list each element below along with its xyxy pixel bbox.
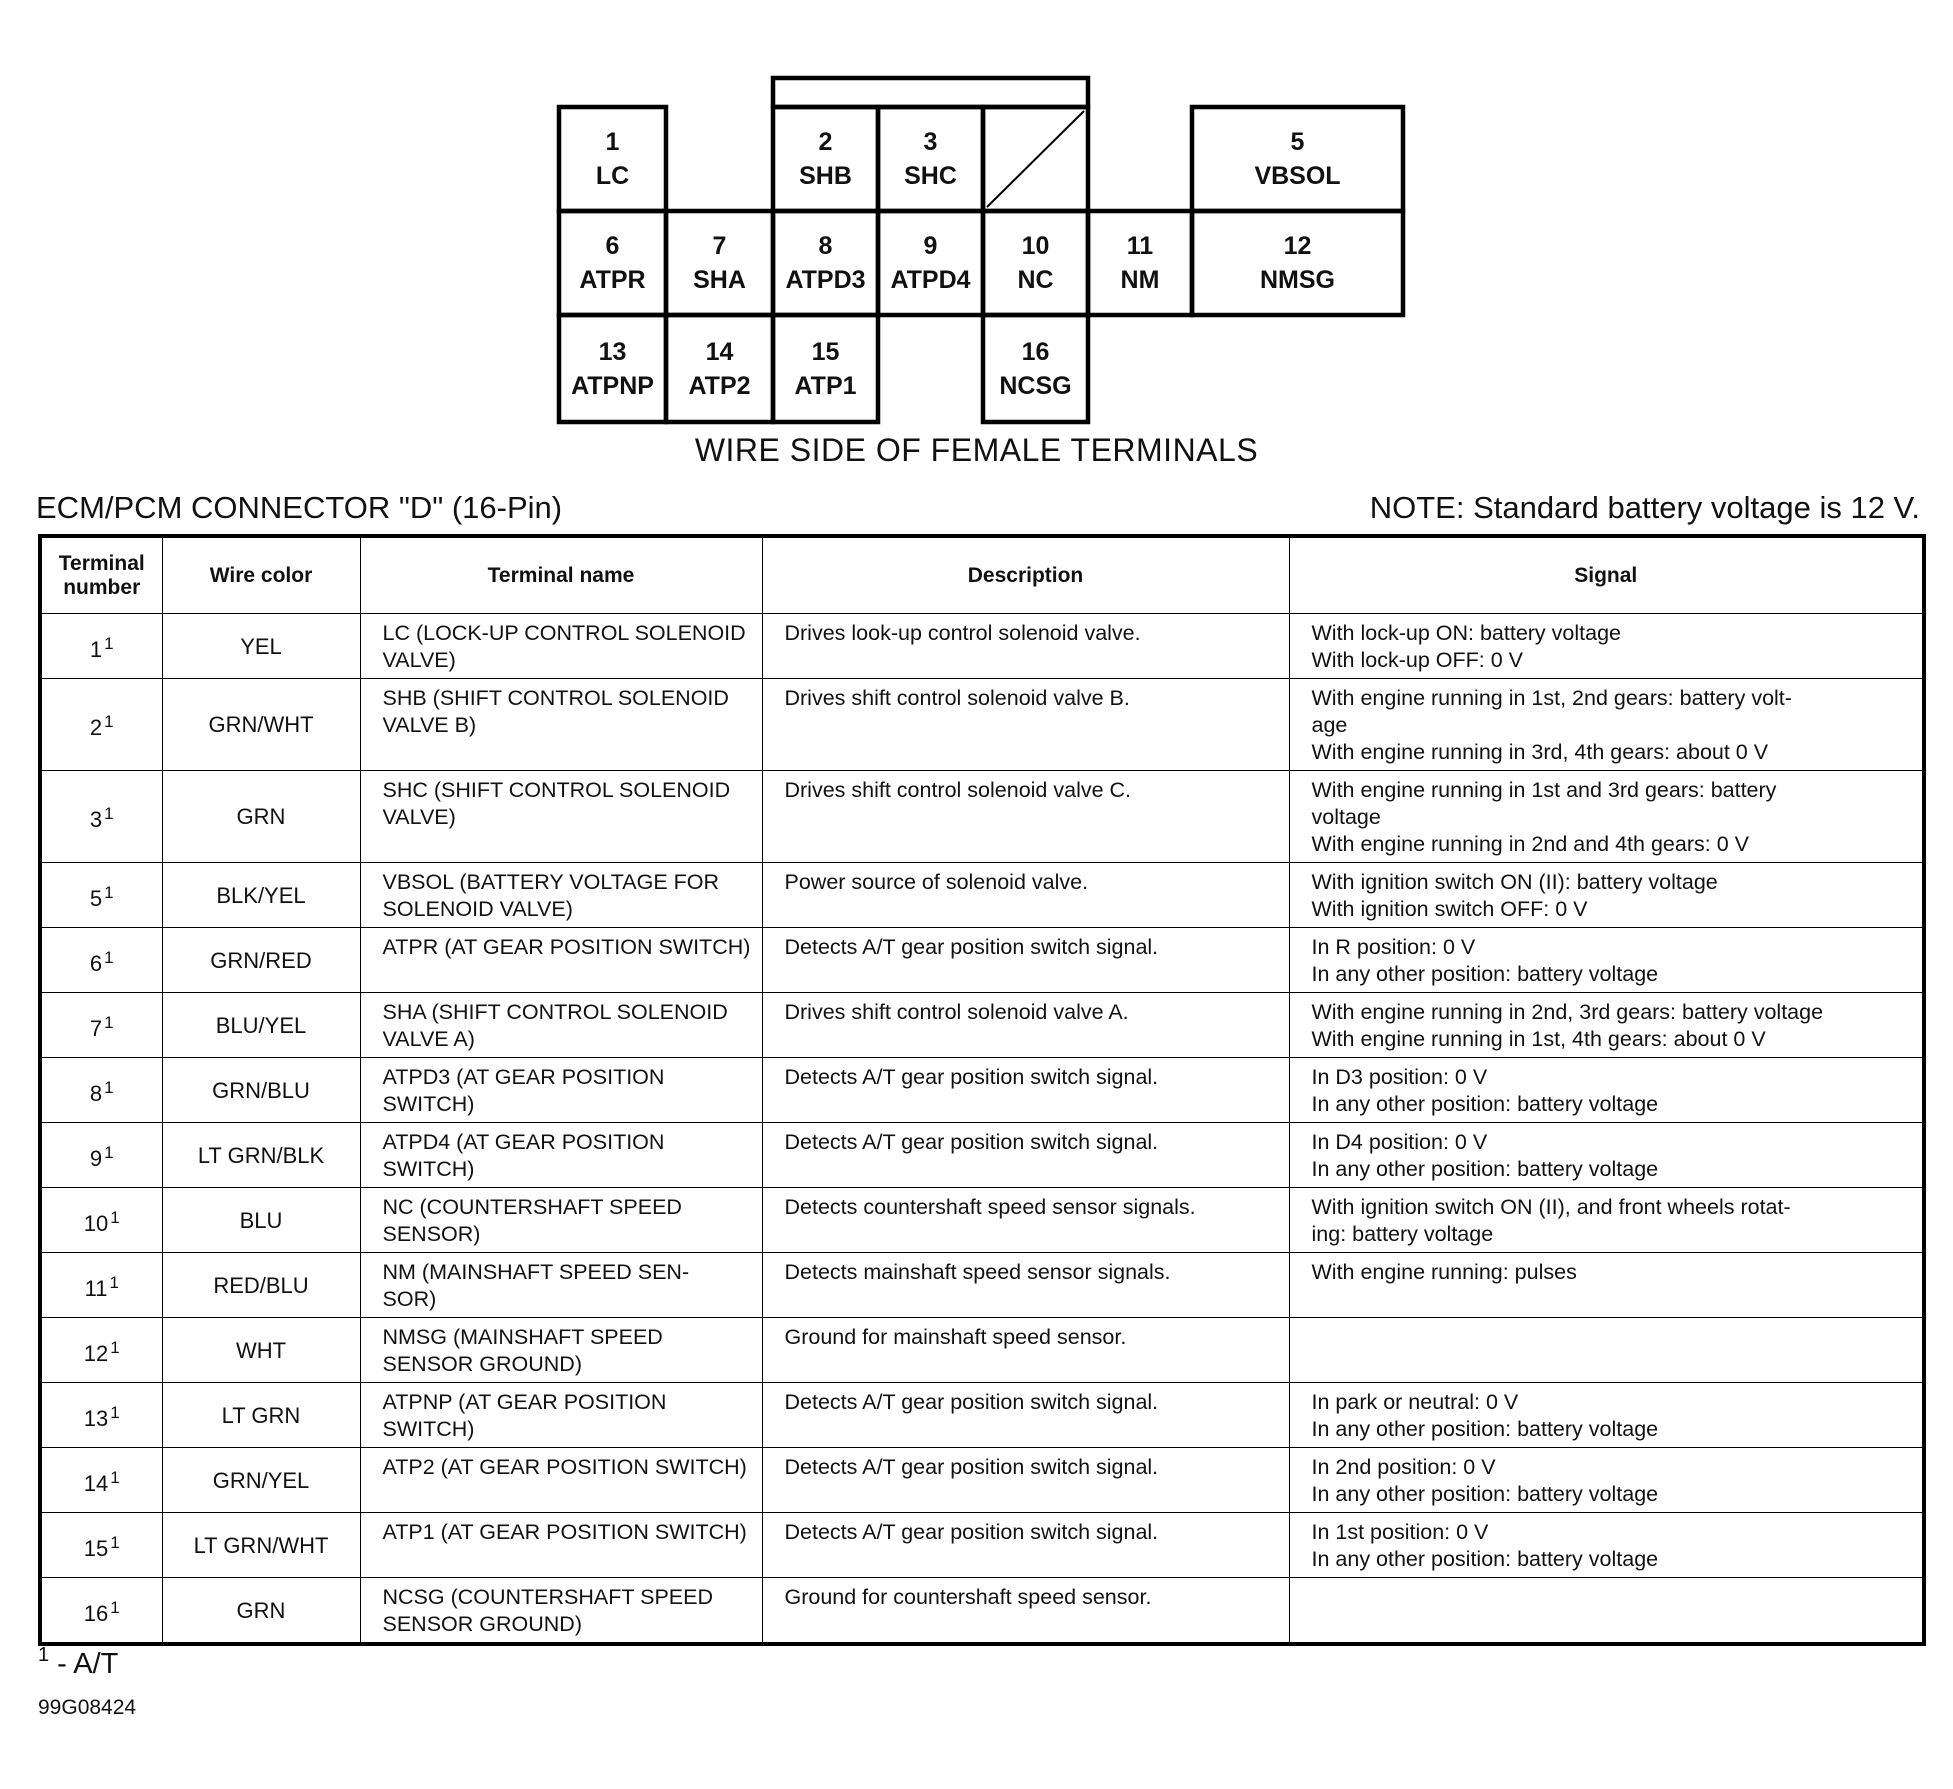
table-row — [40, 1578, 1924, 1645]
terminal-num: 5 — [1290, 128, 1305, 156]
terminal-number-cell: 6 $^1$ — [40, 928, 162, 993]
description-cell: Drives look-up control solenoid valve. — [762, 614, 1289, 679]
table-row — [40, 928, 1924, 993]
terminal-label: ATP1 — [794, 371, 857, 400]
terminal-cell-7 — [666, 211, 773, 315]
terminal-name-cell: NM (MAINSHAFT SPEED SEN- SOR) — [360, 1253, 762, 1318]
wire-color-cell: LT GRN/WHT — [162, 1513, 360, 1578]
table-row — [40, 1058, 1924, 1123]
terminal-num: 11 — [1126, 232, 1154, 260]
header-signal: Signal — [1289, 536, 1924, 614]
header-wire-color: Wire color — [162, 536, 360, 614]
wire-color-cell: BLU/YEL — [162, 993, 360, 1058]
battery-voltage-note: NOTE: Standard battery voltage is 12 V. — [1369, 490, 1920, 525]
terminal-name-cell: VBSOL (BATTERY VOLTAGE FOR SOLENOID VALVE) — [360, 863, 762, 928]
footnote: $^1$ - A/T — [38, 1644, 119, 1680]
blank-terminal-slash — [987, 111, 1084, 207]
table-row — [40, 1318, 1924, 1383]
wire-color-cell: GRN/YEL — [162, 1448, 360, 1513]
description-cell: Detects A/T gear position switch signal. — [762, 928, 1289, 993]
signal-cell: In 1st position: 0 V In any other position: battery voltage — [1289, 1513, 1924, 1578]
signal-cell: In D4 position: 0 V In any other position: battery voltage — [1289, 1123, 1924, 1188]
terminal-label: VBSOL — [1254, 162, 1341, 190]
terminal-name-cell: ATPD3 (AT GEAR POSITION SWITCH) — [360, 1058, 762, 1123]
terminal-name-cell: LC (LOCK-UP CONTROL SOLENOID VALVE) — [360, 614, 762, 679]
terminal-name-cell: SHC (SHIFT CONTROL SOLENOID VALVE) — [360, 771, 762, 863]
terminal-number-cell: 5 $^1$ — [40, 863, 162, 928]
terminal-cell-9 — [878, 211, 983, 315]
description-cell: Detects countershaft speed sensor signals. — [762, 1188, 1289, 1253]
description-cell: Ground for mainshaft speed sensor. — [762, 1318, 1289, 1383]
terminal-cell-10 — [983, 211, 1088, 315]
signal-cell: With ignition switch ON (II): battery voltage With ignition switch OFF: 0 V — [1289, 863, 1924, 928]
connector-title: ECM/PCM CONNECTOR "D" (16-Pin) — [36, 490, 563, 525]
table-row — [40, 1383, 1924, 1448]
terminal-num: 13 — [598, 337, 627, 366]
signal-cell: With lock-up ON: battery voltage With lock-up OFF: 0 V — [1289, 614, 1924, 679]
terminal-num: 12 — [1283, 232, 1312, 260]
terminal-name-cell: ATP1 (AT GEAR POSITION SWITCH) — [360, 1513, 762, 1578]
table-row — [40, 1448, 1924, 1513]
signal-cell: With ignition switch ON (II), and front wheels rotat- ing: battery voltage — [1289, 1188, 1924, 1253]
table-row — [40, 1188, 1924, 1253]
wire-color-cell: GRN — [162, 771, 360, 863]
signal-cell: In R position: 0 V In any other position: battery voltage — [1289, 928, 1924, 993]
table-row — [40, 1123, 1924, 1188]
terminal-label: ATP2 — [688, 371, 751, 400]
description-cell: Detects mainshaft speed sensor signals. — [762, 1253, 1289, 1318]
terminal-number-cell: 11 $^1$ — [40, 1253, 162, 1318]
terminal-num: 1 — [605, 128, 620, 156]
header-terminal-name: Terminal name — [360, 536, 762, 614]
header-description: Description — [762, 536, 1289, 614]
header-terminal-number: Terminal number — [40, 536, 162, 614]
wire-color-cell: LT GRN — [162, 1383, 360, 1448]
signal-cell: In D3 position: 0 V In any other position: battery voltage — [1289, 1058, 1924, 1123]
terminal-number-cell: 13 $^1$ — [40, 1383, 162, 1448]
description-cell: Detects A/T gear position switch signal. — [762, 1058, 1289, 1123]
wire-color-cell: LT GRN/BLK — [162, 1123, 360, 1188]
description-cell: Power source of solenoid valve. — [762, 863, 1289, 928]
terminal-label: NCSG — [999, 371, 1072, 400]
wire-color-cell: BLK/YEL — [162, 863, 360, 928]
signal-cell: With engine running in 2nd, 3rd gears: battery voltage With engine running in 1st, 4th gears: about 0 V — [1289, 993, 1924, 1058]
signal-cell: With engine running: pulses — [1289, 1253, 1924, 1318]
terminal-num: 6 — [605, 232, 620, 260]
terminal-number-cell: 12 $^1$ — [40, 1318, 162, 1383]
wire-color-cell: BLU — [162, 1188, 360, 1253]
terminal-cell-3 — [878, 107, 983, 211]
terminal-name-cell: ATPR (AT GEAR POSITION SWITCH) — [360, 928, 762, 993]
terminal-label: ATPR — [579, 266, 646, 294]
terminal-name-cell: ATPD4 (AT GEAR POSITION SWITCH) — [360, 1123, 762, 1188]
terminal-cell-16 — [983, 315, 1088, 422]
description-cell: Drives shift control solenoid valve A. — [762, 993, 1289, 1058]
terminal-number-cell: 9 $^1$ — [40, 1123, 162, 1188]
figure-id: 99G08424 — [38, 1696, 137, 1719]
signal-cell: In 2nd position: 0 V In any other position: battery voltage — [1289, 1448, 1924, 1513]
terminal-number-cell: 8 $^1$ — [40, 1058, 162, 1123]
table-header-row — [40, 536, 1924, 614]
terminal-label: SHB — [799, 162, 852, 190]
terminal-num: 10 — [1021, 232, 1050, 260]
terminal-cell-2 — [773, 107, 878, 211]
table-row — [40, 679, 1924, 771]
terminal-number-cell: 15 $^1$ — [40, 1513, 162, 1578]
terminal-number-cell: 16 $^1$ — [40, 1578, 162, 1645]
terminal-num: 2 — [818, 128, 833, 156]
signal-cell: In park or neutral: 0 V In any other position: battery voltage — [1289, 1383, 1924, 1448]
wire-color-cell: GRN/BLU — [162, 1058, 360, 1123]
signal-cell: With engine running in 1st and 3rd gears: battery voltage With engine running in 2nd and 4th gears: 0 V — [1289, 771, 1924, 863]
terminal-name-cell: NMSG (MAINSHAFT SPEED SENSOR GROUND) — [360, 1318, 762, 1383]
terminal-cell-13 — [559, 315, 666, 422]
description-cell: Drives shift control solenoid valve C. — [762, 771, 1289, 863]
terminal-name-cell: SHA (SHIFT CONTROL SOLENOID VALVE A) — [360, 993, 762, 1058]
terminal-label: SHA — [693, 266, 746, 294]
terminal-num: 8 — [818, 232, 833, 260]
terminal-name-cell: NCSG (COUNTERSHAFT SPEED SENSOR GROUND) — [360, 1578, 762, 1645]
terminal-name-cell: ATPNP (AT GEAR POSITION SWITCH) — [360, 1383, 762, 1448]
terminal-name-cell: ATP2 (AT GEAR POSITION SWITCH) — [360, 1448, 762, 1513]
description-cell: Ground for countershaft speed sensor. — [762, 1578, 1289, 1645]
signal-cell — [1289, 1318, 1924, 1383]
description-cell: Detects A/T gear position switch signal. — [762, 1513, 1289, 1578]
description-cell: Detects A/T gear position switch signal. — [762, 1383, 1289, 1448]
terminal-table — [38, 534, 1926, 1646]
terminal-number-cell: 10 $^1$ — [40, 1188, 162, 1253]
wire-color-cell: YEL — [162, 614, 360, 679]
wire-color-cell: GRN/RED — [162, 928, 360, 993]
terminal-num: 16 — [1021, 337, 1050, 366]
terminal-label: ATPD3 — [785, 266, 866, 294]
table-row — [40, 614, 1924, 679]
terminal-cell-14 — [666, 315, 773, 422]
wire-color-cell: GRN/WHT — [162, 679, 360, 771]
terminal-cell-12 — [1192, 211, 1403, 315]
terminal-number-cell: 2 $^1$ — [40, 679, 162, 771]
terminal-cell-11 — [1088, 211, 1192, 315]
terminal-number-cell: 14 $^1$ — [40, 1448, 162, 1513]
terminal-cell-15 — [773, 315, 878, 422]
terminal-cell-8 — [773, 211, 878, 315]
table-row — [40, 771, 1924, 863]
signal-cell — [1289, 1578, 1924, 1645]
terminal-label: NMSG — [1260, 266, 1335, 294]
table-row — [40, 1513, 1924, 1578]
table-row — [40, 993, 1924, 1058]
description-cell: Detects A/T gear position switch signal. — [762, 1123, 1289, 1188]
description-cell: Drives shift control solenoid valve B. — [762, 679, 1289, 771]
terminal-cell-5 — [1192, 107, 1403, 211]
terminal-number-cell: 1 $^1$ — [40, 614, 162, 679]
signal-cell: With engine running in 1st, 2nd gears: battery volt- age With engine running in 3rd, 4th gears: about 0 V — [1289, 679, 1924, 771]
terminal-label: NM — [1120, 266, 1160, 294]
terminal-number-cell: 3 $^1$ — [40, 771, 162, 863]
terminal-num: 14 — [705, 337, 734, 366]
terminal-num: 3 — [923, 128, 938, 156]
terminal-number-cell: 7 $^1$ — [40, 993, 162, 1058]
wire-color-cell: GRN — [162, 1578, 360, 1645]
terminal-label: ATPD4 — [890, 266, 971, 294]
table-row — [40, 863, 1924, 928]
terminal-num: 9 — [923, 232, 938, 260]
terminal-label: LC — [595, 162, 630, 190]
diagram-caption: WIRE SIDE OF FEMALE TERMINALS — [694, 432, 1259, 468]
terminal-num: 15 — [811, 337, 840, 366]
terminal-label: ATPNP — [571, 371, 654, 400]
terminal-label: SHC — [904, 162, 957, 190]
description-cell: Detects A/T gear position switch signal. — [762, 1448, 1289, 1513]
terminal-cell-1 — [559, 107, 666, 211]
terminal-name-cell: NC (COUNTERSHAFT SPEED SENSOR) — [360, 1188, 762, 1253]
wire-color-cell: WHT — [162, 1318, 360, 1383]
wire-color-cell: RED/BLU — [162, 1253, 360, 1318]
terminal-cell-6 — [559, 211, 666, 315]
terminal-label: NC — [1017, 266, 1054, 294]
terminal-num: 7 — [712, 232, 727, 260]
table-row — [40, 1253, 1924, 1318]
terminal-name-cell: SHB (SHIFT CONTROL SOLENOID VALVE B) — [360, 679, 762, 771]
